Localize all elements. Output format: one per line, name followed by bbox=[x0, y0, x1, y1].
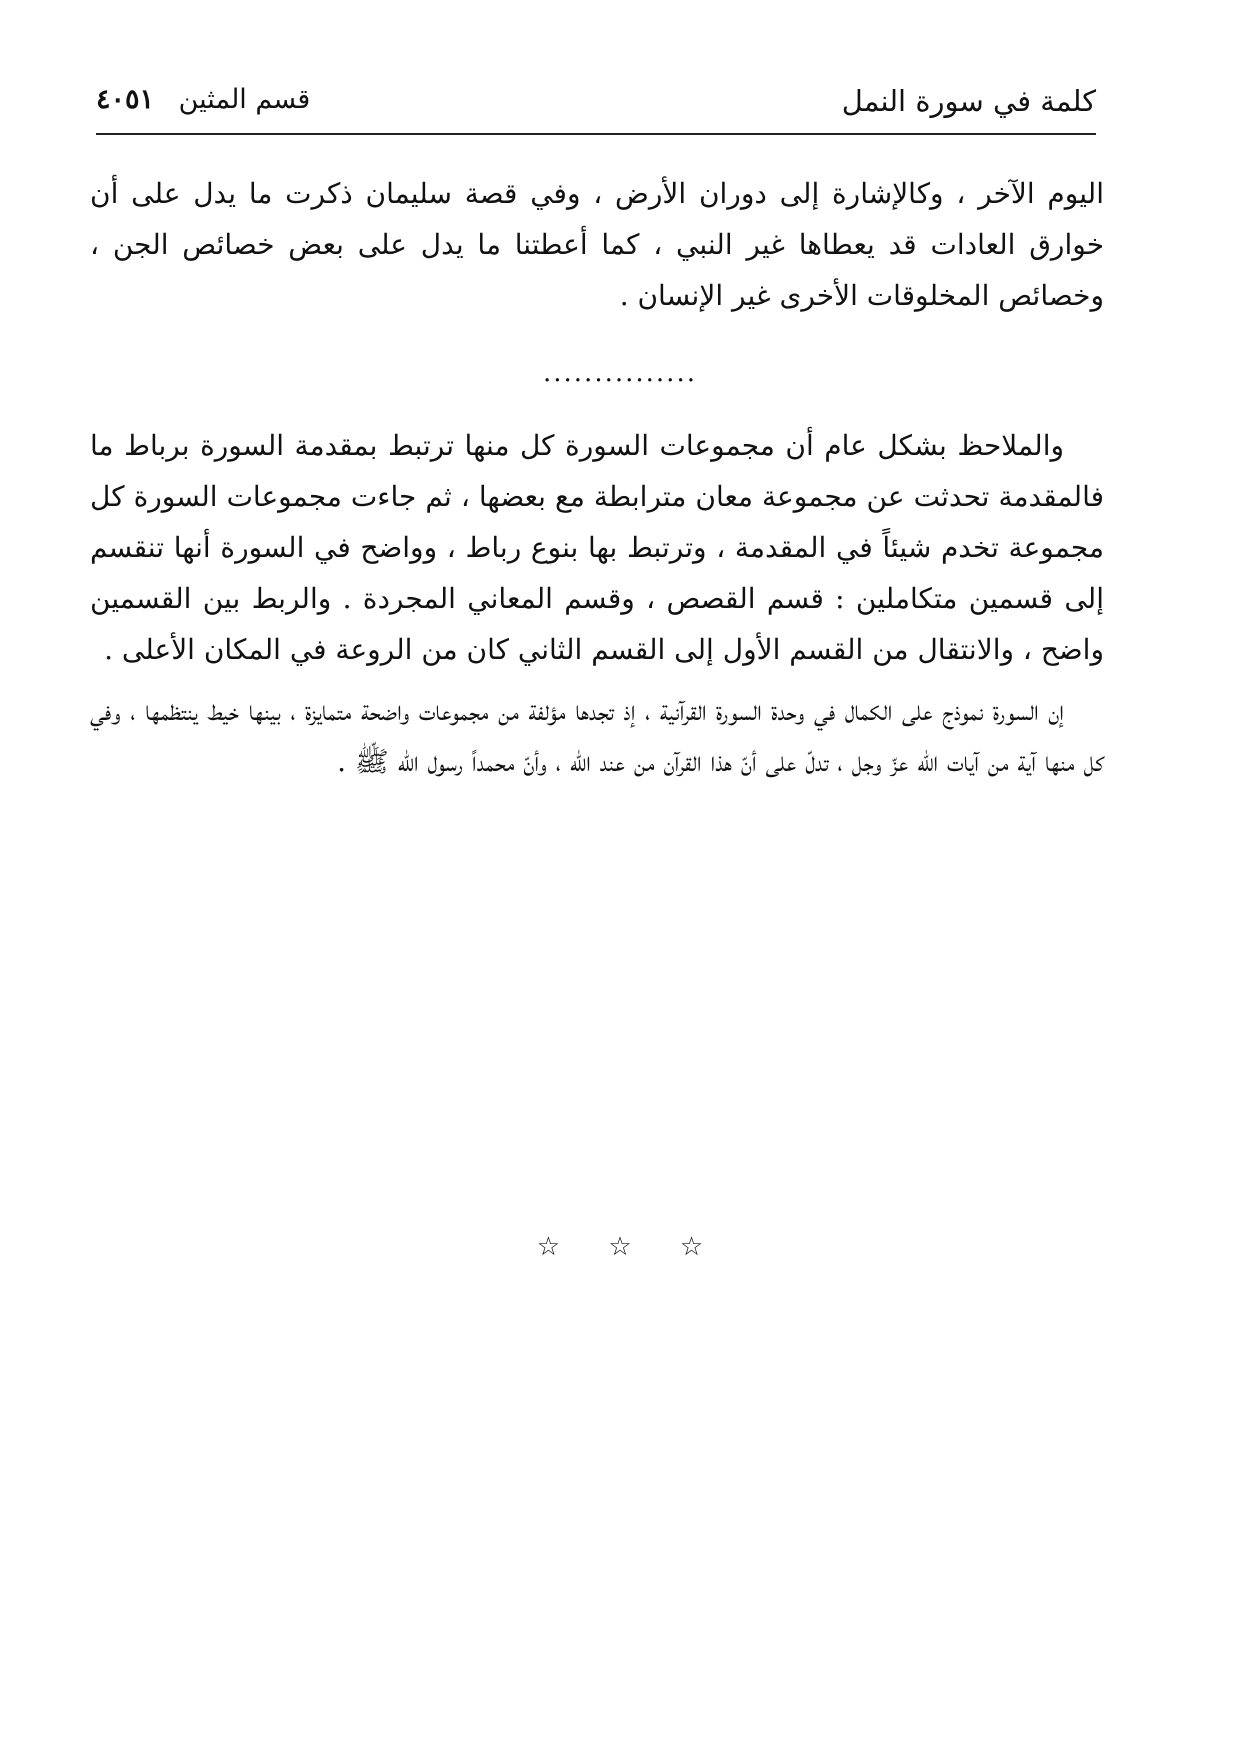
paragraph: والملاحظ بشكل عام أن مجموعات السورة كل منها ترتبط بمقدمة السورة برباط ما فالمقدمة تحدثت عن مجموعة معان مترابطة مع بعضها ، ثم جاءت مجموعات السورة كل مجموعة تخدم شيئاً في المقدمة ، وترتبط بها بنوع رباط ، وواضح في السورة أنها تنقسم إلى قسمين متكاملين : قسم القصص ، وقسم المعاني المجردة . والربط بين القسمين واضح ، والانتقال من القسم الأول إلى القسم الثاني كان من الروعة في المكان الأعلى . bbox=[90, 429, 1104, 666]
star-icon: ☆ bbox=[679, 1232, 704, 1262]
section-title: قسم المثين bbox=[178, 84, 311, 115]
text-block-main bbox=[90, 420, 1104, 787]
star-icon: ☆ bbox=[608, 1232, 632, 1262]
running-header bbox=[96, 84, 1096, 128]
paragraph: اليوم الآخر ، وكالإشارة إلى دوران الأرض ، وفي قصة سليمان ذكرت ما يدل على أن خوارق العادات قد يعطاها غير النبي ، كما أعطتنا ما يدل على بعض خصائص الجن ، وخصائص المخلوقات الأخرى غير الإنسان . bbox=[90, 177, 1105, 312]
chapter-title: كلمة في سورة النمل bbox=[841, 84, 1096, 118]
text-block-top bbox=[90, 168, 1104, 321]
header-left-group bbox=[96, 84, 310, 115]
paragraph: إن السورة نموذج على الكمال في وحدة السورة القرآنية ، إذ تجدها مؤلفة من مجموعات واضحة متمايزة ، بينها خيط ينتظمها ، وفي كل منها آية من آيات الله عزّ وجل ، تدلّ على أنّ هذا القرآن من عند الله ، وأنّ محمداً رسول الله ﷺ . bbox=[90, 694, 1104, 778]
end-ornament bbox=[0, 1232, 1240, 1262]
header-rule bbox=[96, 133, 1096, 135]
dotted-separator: ............... bbox=[543, 358, 697, 388]
star-icon: ☆ bbox=[536, 1232, 561, 1262]
page-number: ٤٠٥١ bbox=[96, 84, 155, 115]
